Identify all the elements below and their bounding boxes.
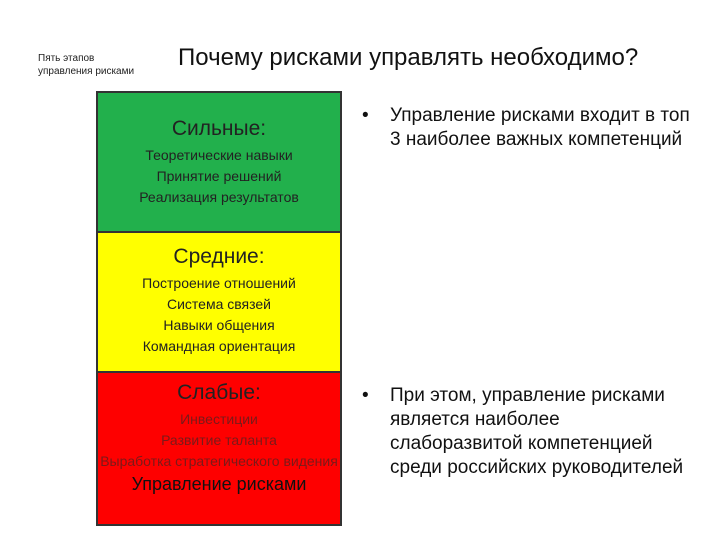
weak-item: Выработка стратегического видения bbox=[100, 453, 338, 469]
medium-item: Навыки общения bbox=[163, 317, 275, 333]
corner-label bbox=[38, 52, 134, 78]
strong-item: Теоретические навыки bbox=[145, 147, 293, 163]
corner-label-line2: управления рисками bbox=[38, 66, 135, 77]
bullet-text: Управление рисками входит в топ 3 наиболее важных компетенций bbox=[390, 105, 690, 150]
strong-skills-box bbox=[96, 91, 342, 233]
medium-item: Построение отношений bbox=[142, 275, 296, 291]
weak-heading: Слабые: bbox=[177, 381, 261, 404]
medium-item: Система связей bbox=[166, 296, 271, 312]
strong-item: Принятие решений bbox=[156, 168, 282, 184]
medium-skills-box bbox=[96, 231, 342, 373]
slide-title: Почему рисками управлять необходимо? bbox=[178, 44, 639, 71]
bullet-dot-icon: • bbox=[362, 105, 369, 126]
corner-label-line1: Пять этапов bbox=[38, 53, 95, 64]
medium-heading: Средние: bbox=[173, 245, 265, 268]
medium-item: Командная ориентация bbox=[142, 338, 296, 354]
bullet-dot-icon: • bbox=[362, 385, 369, 406]
bullet-item bbox=[362, 104, 692, 152]
bullet-item bbox=[362, 384, 692, 480]
weak-item: Инвестиции bbox=[180, 411, 258, 427]
weak-skills-box bbox=[96, 371, 342, 526]
bullet-text: При этом, управление рисками является наиболее слаборазвитой компетенцией среди российских руководителей bbox=[390, 385, 684, 478]
strong-heading: Сильные: bbox=[171, 117, 267, 140]
weak-item: Развитие таланта bbox=[161, 432, 277, 448]
weak-highlight: Управление рисками bbox=[131, 474, 307, 494]
strong-item: Реализация результатов bbox=[139, 189, 299, 205]
